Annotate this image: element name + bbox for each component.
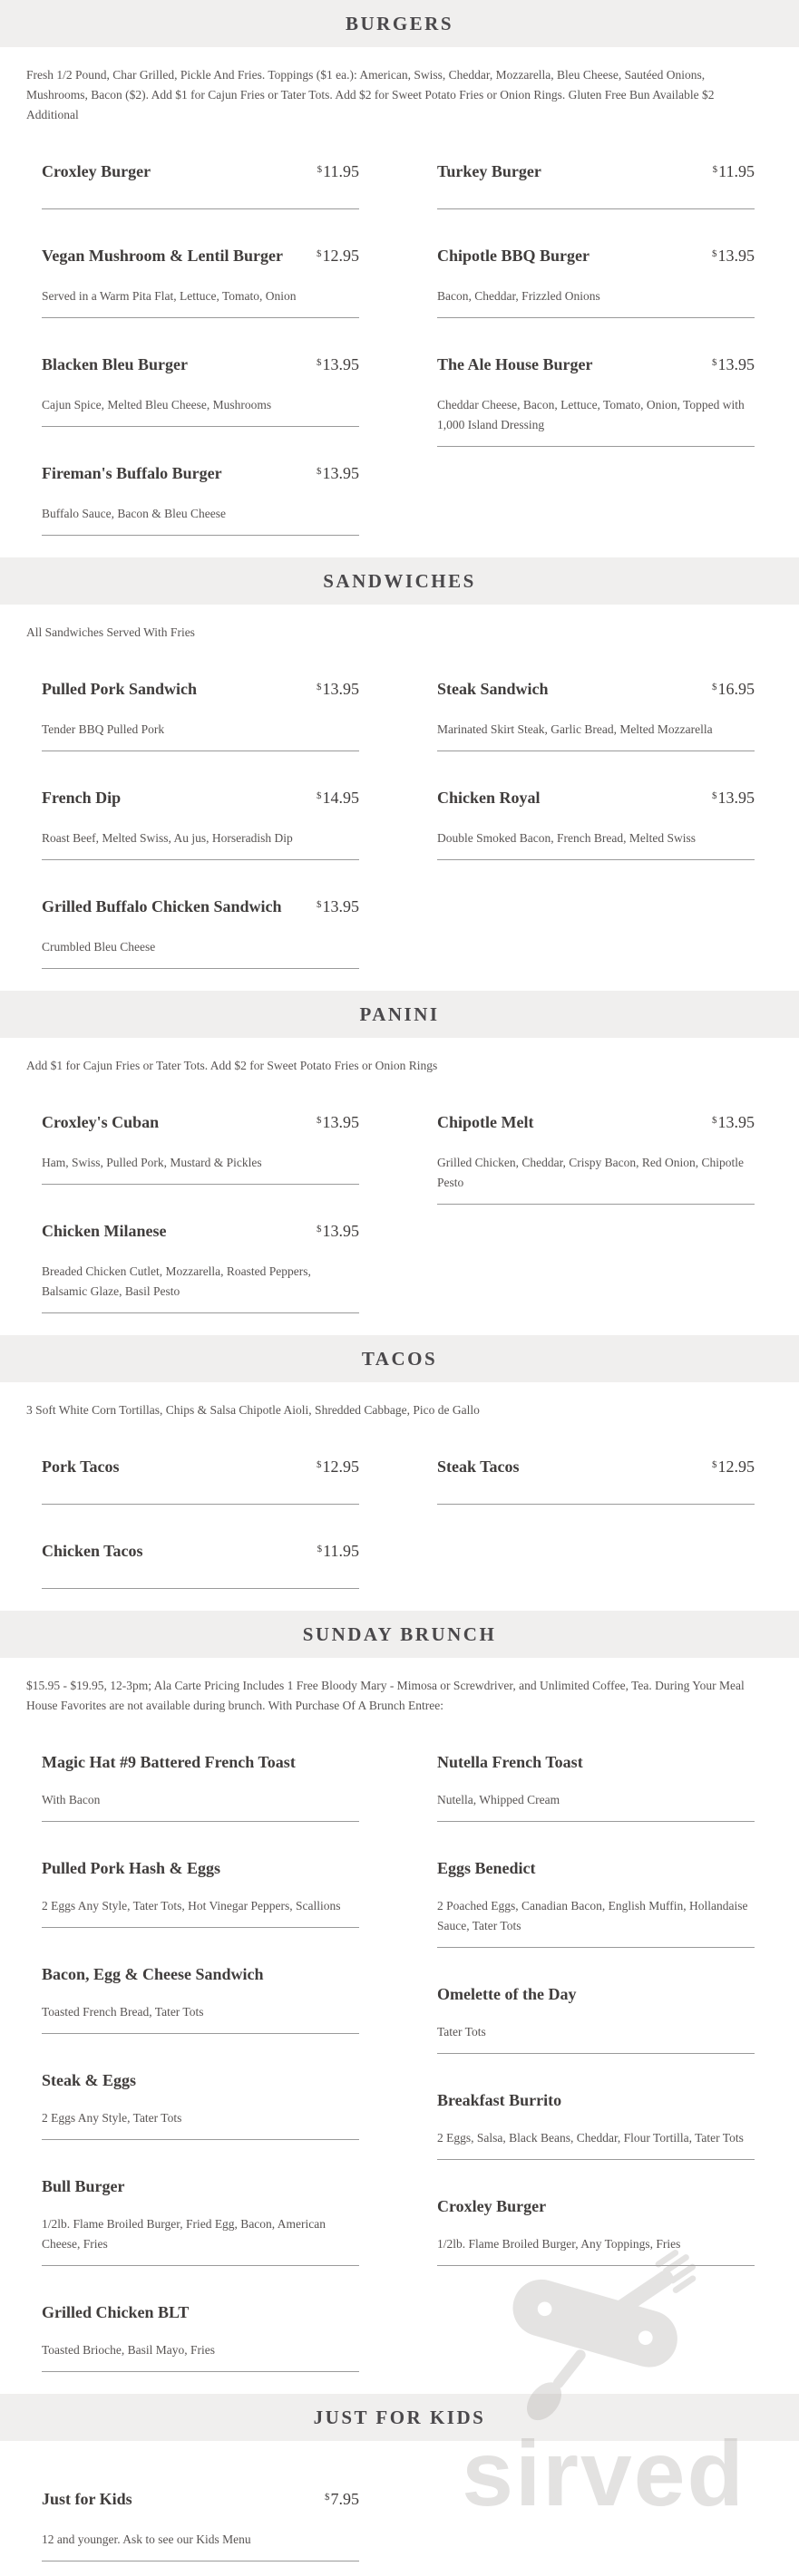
section-columns (42, 2488, 756, 2561)
section-title: SANDWICHES (323, 569, 476, 592)
menu-item (42, 2069, 359, 2140)
item-description: Cajun Spice, Melted Bleu Cheese, Mushrooms (42, 398, 272, 412)
section-columns (42, 678, 756, 969)
item-price (712, 787, 755, 811)
item-price (317, 896, 359, 920)
menu-item-header (42, 353, 359, 378)
divider (42, 2033, 359, 2034)
item-name: Chipotle Melt (437, 1113, 534, 1131)
menu-item-header (42, 2175, 359, 2197)
menu-item (437, 245, 755, 318)
divider (42, 426, 359, 427)
menu-section-tacos (0, 1335, 799, 1611)
divider (437, 1821, 755, 1822)
price-amount: 11.95 (323, 162, 359, 180)
menu-item-header (42, 160, 359, 185)
item-price (317, 1540, 359, 1564)
section-title: TACOS (361, 1347, 438, 1370)
item-price (317, 1456, 359, 1480)
menu-item-header (42, 1220, 359, 1244)
divider (437, 208, 755, 209)
menu-item-header (437, 678, 755, 702)
price-currency-symbol: $ (712, 248, 717, 259)
price-amount: 7.95 (330, 2490, 359, 2508)
divider (42, 535, 359, 536)
item-name: French Dip (42, 789, 122, 807)
menu-item (437, 787, 755, 860)
menu-item (437, 353, 755, 447)
divider (42, 1312, 359, 1313)
menu-column (42, 1456, 359, 1589)
section-columns (42, 1111, 756, 1313)
divider (42, 1821, 359, 1822)
menu-item-header (42, 896, 359, 920)
menu-item (42, 1456, 359, 1505)
menu-item (42, 2488, 359, 2561)
item-price (317, 678, 359, 702)
menu-section-sunday-brunch (0, 1611, 799, 2394)
price-currency-symbol: $ (317, 682, 322, 692)
section-columns (42, 1456, 756, 1589)
divider (437, 2053, 755, 2054)
item-description: 2 Eggs, Salsa, Black Beans, Cheddar, Flour Tortilla, Tater Tots (437, 2131, 744, 2145)
price-currency-symbol: $ (712, 357, 717, 368)
price-amount: 13.95 (717, 789, 755, 807)
section-title: SUNDAY BRUNCH (302, 1622, 497, 1645)
divider (42, 1184, 359, 1185)
item-name: Pulled Pork Hash & Eggs (42, 1859, 221, 1877)
menu-section-just-for-kids (0, 2394, 799, 2561)
menu-item-header (42, 1540, 359, 1564)
item-name: Magic Hat #9 Battered French Toast (42, 1753, 296, 1771)
menu-item-header (42, 678, 359, 702)
item-name: Chipotle BBQ Burger (437, 247, 590, 265)
divider (437, 1504, 755, 1505)
price-amount: 13.95 (717, 355, 755, 373)
section-header (0, 0, 799, 47)
price-amount: 12.95 (717, 1457, 755, 1476)
item-name: Croxley's Cuban (42, 1113, 160, 1131)
item-description: Toasted Brioche, Basil Mayo, Fries (42, 2343, 216, 2357)
menu-column (42, 1751, 359, 2372)
item-name: Chicken Milanese (42, 1222, 167, 1240)
item-name: Croxley Burger (437, 2197, 547, 2215)
item-name: Bull Burger (42, 2177, 125, 2195)
price-amount: 13.95 (717, 1113, 755, 1131)
item-name: Eggs Benedict (437, 1859, 536, 1877)
divider (437, 2265, 755, 2266)
divider (437, 859, 755, 860)
item-price (317, 787, 359, 811)
divider (42, 2371, 359, 2372)
section-note: Fresh 1/2 Pound, Char Grilled, Pickle And Fries. Toppings ($1 ea.): American, Swiss, Cheddar, Mozzarella, Bleu Cheese, Sautéed Onions, Mushrooms, Bacon ($2). Add $1 for Cajun Fries or Tater Tots. Add $2 for Sweet Potato Fries or Onion Rings. Gluten Free Bun Available $2 Additional (26, 68, 715, 121)
price-amount: 11.95 (323, 1542, 359, 1560)
sirved-watermark-text: sirved (462, 2422, 745, 2525)
item-description: Tater Tots (437, 2025, 486, 2039)
item-description: Double Smoked Bacon, French Bread, Melted Swiss (437, 831, 696, 845)
divider (42, 1927, 359, 1928)
menu-item (42, 245, 359, 318)
menu-item (42, 1963, 359, 2034)
menu-item-header (42, 245, 359, 269)
divider (437, 446, 755, 447)
menu-item (42, 678, 359, 751)
item-description: Bacon, Cheddar, Frizzled Onions (437, 289, 600, 303)
price-amount: 12.95 (322, 1457, 359, 1476)
item-price (317, 1220, 359, 1244)
price-currency-symbol: $ (317, 248, 322, 259)
item-price (325, 2488, 359, 2513)
menu-column (437, 1111, 755, 1205)
menu-item (437, 2089, 755, 2160)
menu-item-header (42, 2069, 359, 2091)
menu-column (42, 160, 359, 536)
price-amount: 16.95 (717, 680, 755, 698)
item-description: Served in a Warm Pita Flat, Lettuce, Tomato, Onion (42, 289, 297, 303)
item-description: Toasted French Bread, Tater Tots (42, 2005, 204, 2019)
menu-item (437, 678, 755, 751)
price-currency-symbol: $ (712, 1115, 717, 1126)
price-amount: 13.95 (717, 247, 755, 265)
menu-item-header (437, 2089, 755, 2111)
section-note: All Sandwiches Served With Fries (26, 625, 195, 639)
item-name: Fireman's Buffalo Burger (42, 464, 222, 482)
item-name: Grilled Buffalo Chicken Sandwich (42, 897, 282, 915)
item-name: Just for Kids (42, 2490, 132, 2508)
item-name: Chicken Royal (437, 789, 541, 807)
menu-item-header (42, 1111, 359, 1136)
menu-item (42, 787, 359, 860)
item-description: Buffalo Sauce, Bacon & Bleu Cheese (42, 507, 226, 520)
menu-item-header (437, 160, 755, 185)
section-header (0, 557, 799, 605)
price-currency-symbol: $ (712, 164, 718, 175)
item-name: Steak & Eggs (42, 2071, 137, 2089)
menu-section-sandwiches (0, 557, 799, 991)
menu-item (437, 1111, 755, 1205)
item-description: 2 Poached Eggs, Canadian Bacon, English Muffin, Hollandaise Sauce, Tater Tots (437, 1899, 748, 1932)
menu-item (437, 160, 755, 209)
item-description: Marinated Skirt Steak, Garlic Bread, Melted Mozzarella (437, 722, 713, 736)
menu-item (42, 462, 359, 536)
menu-item (437, 1857, 755, 1948)
section-header (0, 991, 799, 1038)
item-price (317, 160, 359, 185)
item-name: Croxley Burger (42, 162, 151, 180)
section-columns (42, 1751, 756, 2372)
divider (42, 1504, 359, 1505)
divider (42, 317, 359, 318)
menu-item (42, 1751, 359, 1822)
menu-column (42, 1111, 359, 1313)
price-currency-symbol: $ (317, 899, 322, 910)
item-price (712, 245, 755, 269)
price-currency-symbol: $ (317, 1224, 322, 1235)
item-description: 2 Eggs Any Style, Tater Tots, Hot Vinegar Peppers, Scallions (42, 1899, 341, 1913)
item-name: Breakfast Burrito (437, 2091, 562, 2109)
price-currency-symbol: $ (317, 357, 322, 368)
divider (42, 2139, 359, 2140)
section-note: 3 Soft White Corn Tortillas, Chips & Salsa Chipotle Aioli, Shredded Cabbage, Pico de Gallo (26, 1403, 480, 1417)
menu-item-header (437, 1111, 755, 1136)
item-price (317, 245, 359, 269)
price-currency-symbol: $ (712, 790, 717, 801)
item-name: The Ale House Burger (437, 355, 593, 373)
item-price (712, 1456, 755, 1480)
divider (42, 1588, 359, 1589)
menu-item (42, 160, 359, 209)
menu-section-panini (0, 991, 799, 1335)
item-description: With Bacon (42, 1793, 101, 1806)
item-name: Turkey Burger (437, 162, 541, 180)
menu-item-header (42, 1751, 359, 1773)
section-header (0, 1335, 799, 1382)
divider (42, 2265, 359, 2266)
menu-column (437, 160, 755, 447)
item-description: Breaded Chicken Cutlet, Mozzarella, Roasted Peppers, Balsamic Glaze, Basil Pesto (42, 1264, 311, 1298)
item-description: Roast Beef, Melted Swiss, Au jus, Horseradish Dip (42, 831, 293, 845)
menu-item-header (437, 787, 755, 811)
item-description: Nutella, Whipped Cream (437, 1793, 560, 1806)
divider (42, 208, 359, 209)
menu-item (437, 1751, 755, 1822)
section-title: BURGERS (345, 12, 454, 34)
divider (437, 1204, 755, 1205)
item-description: Grilled Chicken, Cheddar, Crispy Bacon, Red Onion, Chipotle Pesto (437, 1156, 745, 1189)
price-amount: 11.95 (718, 162, 755, 180)
menu-column (437, 678, 755, 860)
menu-section-burgers (0, 0, 799, 557)
menu-column (437, 1456, 755, 1505)
item-name: Steak Tacos (437, 1457, 520, 1476)
menu-item-header (42, 462, 359, 487)
price-currency-symbol: $ (325, 2492, 330, 2503)
item-name: Grilled Chicken BLT (42, 2303, 190, 2321)
menu-item-header (437, 1983, 755, 2005)
item-name: Bacon, Egg & Cheese Sandwich (42, 1965, 264, 1983)
menu-item (42, 1111, 359, 1185)
section-columns (42, 160, 756, 536)
menu-item-header (42, 1857, 359, 1879)
item-price (317, 353, 359, 378)
section-note: $15.95 - $19.95, 12-3pm; Ala Carte Pricing Includes 1 Free Bloody Mary - Mimosa or Screwdriver, and Unlimited Coffee, Tea. During Your Meal House Favorites are not available during brunch. With Purchase Of A Brunch Entree: (26, 1679, 745, 1712)
menu-item-header (42, 2301, 359, 2323)
item-price (317, 1111, 359, 1136)
price-amount: 12.95 (322, 247, 359, 265)
item-name: Blacken Bleu Burger (42, 355, 188, 373)
item-description: Tender BBQ Pulled Pork (42, 722, 165, 736)
price-amount: 13.95 (322, 680, 359, 698)
price-amount: 14.95 (322, 789, 359, 807)
item-description: Ham, Swiss, Pulled Pork, Mustard & Pickles (42, 1156, 262, 1169)
menu-item (437, 1456, 755, 1505)
item-name: Chicken Tacos (42, 1542, 143, 1560)
menu-item-header (437, 1857, 755, 1879)
menu-item-header (437, 1751, 755, 1773)
menu-item (42, 353, 359, 427)
menu-column (437, 1751, 755, 2266)
price-currency-symbol: $ (317, 790, 322, 801)
menu-item (42, 896, 359, 969)
item-price (712, 353, 755, 378)
item-price (317, 462, 359, 487)
divider (437, 1947, 755, 1948)
price-currency-symbol: $ (317, 1544, 323, 1554)
item-price (712, 678, 755, 702)
menu-item (42, 2175, 359, 2266)
menu-item (437, 2195, 755, 2266)
section-header (0, 1611, 799, 1658)
price-currency-symbol: $ (317, 466, 322, 477)
divider (42, 859, 359, 860)
item-description: 12 and younger. Ask to see our Kids Menu (42, 2532, 251, 2546)
menu-item-header (437, 1456, 755, 1480)
menu-column (42, 678, 359, 969)
price-amount: 13.95 (322, 355, 359, 373)
divider (42, 968, 359, 969)
item-name: Pork Tacos (42, 1457, 120, 1476)
menu-item-header (42, 2488, 359, 2513)
item-name: Omelette of the Day (437, 1985, 577, 2003)
price-amount: 13.95 (322, 464, 359, 482)
item-name: Nutella French Toast (437, 1753, 583, 1771)
item-price (713, 160, 755, 185)
item-description: 1/2lb. Flame Broiled Burger, Any Toppings, Fries (437, 2237, 681, 2251)
section-title: PANINI (359, 1002, 440, 1025)
price-amount: 13.95 (322, 1113, 359, 1131)
menu-item-header (437, 353, 755, 378)
menu-column (42, 2488, 359, 2561)
price-currency-symbol: $ (317, 1459, 322, 1470)
menu-item-header (42, 1963, 359, 1985)
price-amount: 13.95 (322, 1222, 359, 1240)
item-name: Pulled Pork Sandwich (42, 680, 198, 698)
item-description: Crumbled Bleu Cheese (42, 940, 156, 954)
menu-item (437, 1983, 755, 2054)
item-description: 1/2lb. Flame Broiled Burger, Fried Egg, Bacon, American Cheese, Fries (42, 2217, 326, 2251)
menu-item-header (42, 787, 359, 811)
divider (437, 317, 755, 318)
item-description: 2 Eggs Any Style, Tater Tots (42, 2111, 182, 2125)
menu-item (42, 2301, 359, 2372)
menu-item-header (42, 1456, 359, 1480)
item-description: Cheddar Cheese, Bacon, Lettuce, Tomato, Onion, Topped with 1,000 Island Dressing (437, 398, 745, 431)
menu-item (42, 1540, 359, 1589)
price-currency-symbol: $ (317, 164, 323, 175)
menu-item (42, 1857, 359, 1928)
menu-item-header (437, 2195, 755, 2217)
divider (437, 2159, 755, 2160)
section-header (0, 2394, 799, 2441)
item-name: Vegan Mushroom & Lentil Burger (42, 247, 284, 265)
item-name: Steak Sandwich (437, 680, 549, 698)
item-price (712, 1111, 755, 1136)
menu-item (42, 1220, 359, 1313)
price-amount: 13.95 (322, 897, 359, 915)
section-note: Add $1 for Cajun Fries or Tater Tots. Add $2 for Sweet Potato Fries or Onion Rings (26, 1059, 438, 1072)
menu-item-header (437, 245, 755, 269)
price-currency-symbol: $ (317, 1115, 322, 1126)
section-title: JUST FOR KIDS (313, 2406, 486, 2428)
price-currency-symbol: $ (712, 1459, 717, 1470)
price-currency-symbol: $ (712, 682, 717, 692)
